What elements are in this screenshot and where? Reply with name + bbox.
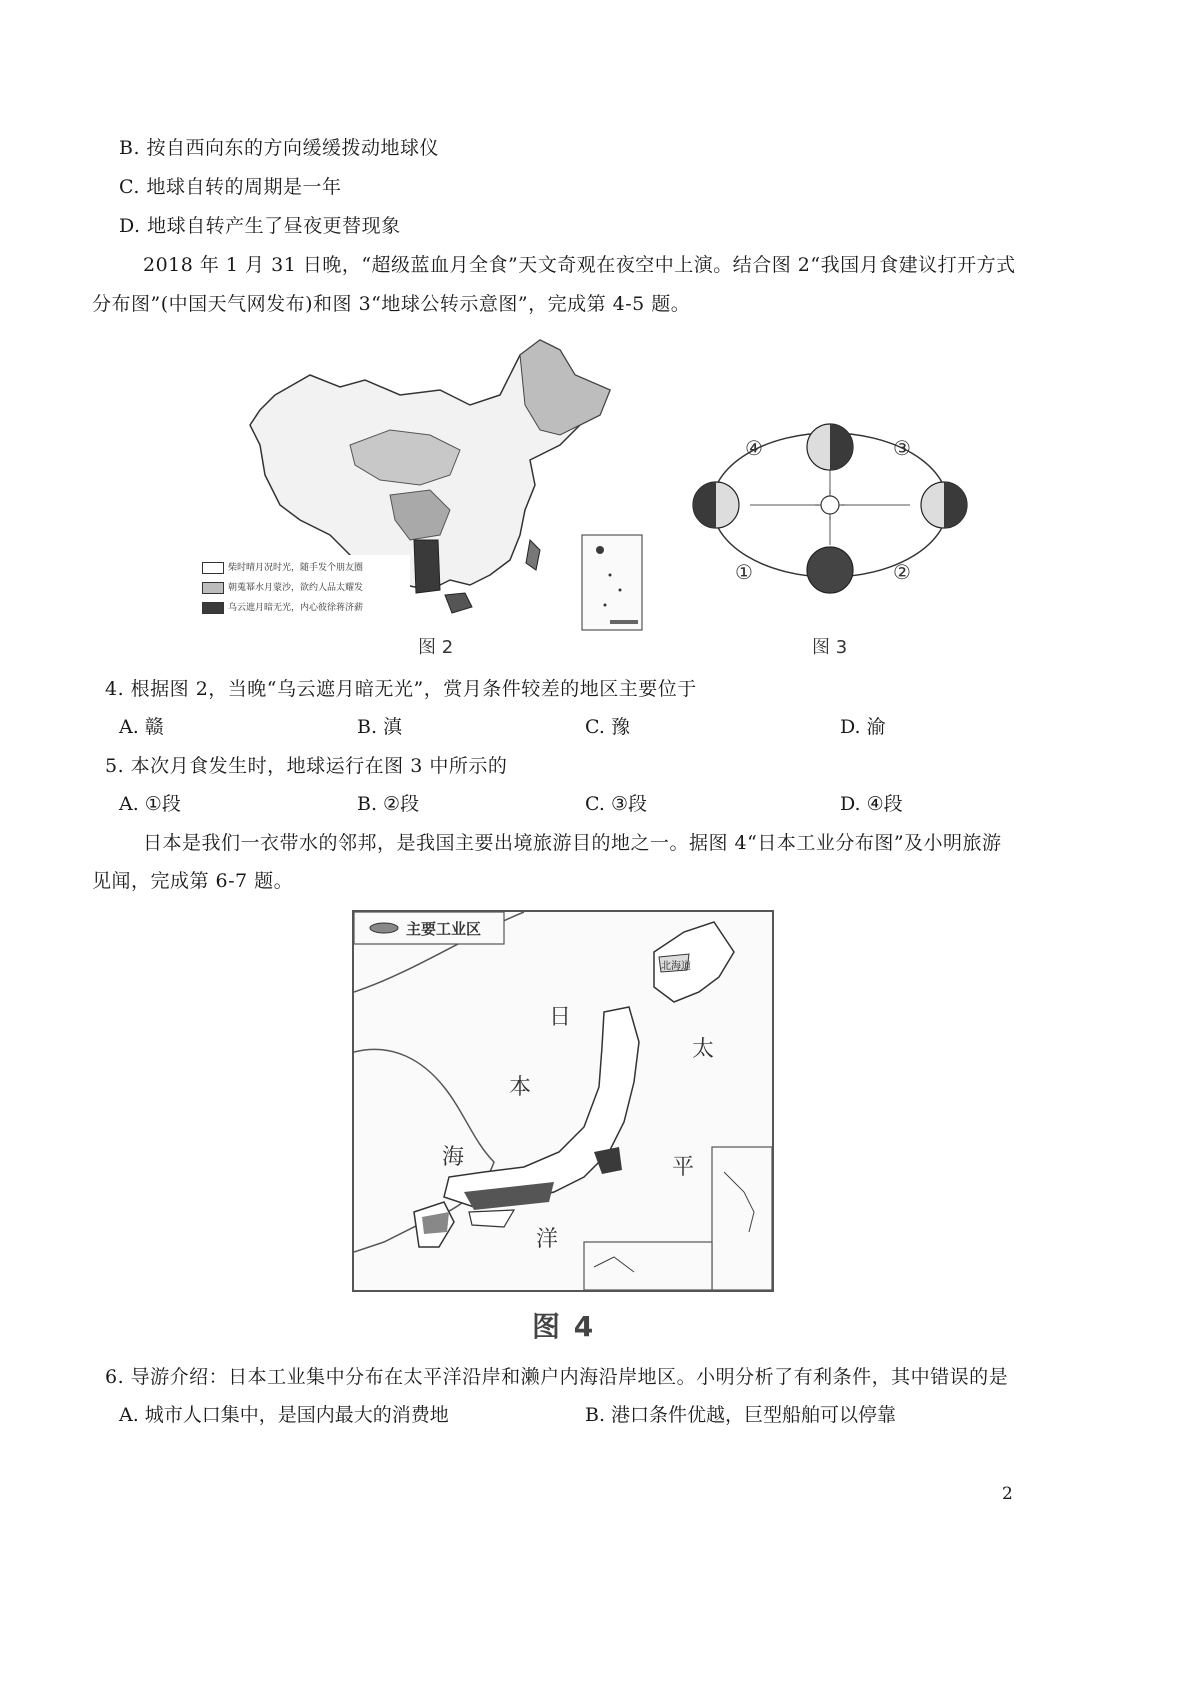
segment-label-2: ② bbox=[893, 560, 911, 584]
q5-option-d: D. ④段 bbox=[840, 793, 903, 815]
intro-paragraph-1-line2: 分布图”(中国天气网发布)和图 3“地球公转示意图”，完成第 4-5 题。 bbox=[92, 293, 691, 315]
q5-option-c: C. ③段 bbox=[585, 793, 647, 815]
segment-label-1: ① bbox=[735, 560, 753, 584]
question-4: 4. 根据图 2，当晚“乌云遮月暗无光”，赏月条件较差的地区主要位于 bbox=[105, 678, 697, 700]
q5-option-b: B. ②段 bbox=[357, 793, 420, 815]
figure-2-china-map bbox=[190, 335, 660, 655]
label-yang: 洋 bbox=[536, 1227, 559, 1252]
figure-4-caption: 图 4 bbox=[532, 1310, 596, 1343]
sun-icon bbox=[821, 496, 839, 514]
q4-option-d: D. 渝 bbox=[840, 716, 886, 738]
figure-4-japan-map bbox=[352, 910, 774, 1292]
label-hai: 海 bbox=[442, 1145, 465, 1170]
question-6: 6. 导游介绍：日本工业集中分布在太平洋沿岸和濑户内海沿岸地区。小明分析了有利条件，其中错误的是 bbox=[105, 1366, 1009, 1388]
option-d-q3: D. 地球自转产生了昼夜更替现象 bbox=[119, 215, 401, 237]
fig2-legend-item-2 bbox=[202, 580, 363, 594]
intro-paragraph-2-line1: 日本是我们一衣带水的邻邦，是我国主要出境旅游目的地之一。据图 4“日本工业分布图”及小明旅游 bbox=[143, 832, 1002, 854]
page-number: 2 bbox=[1002, 1484, 1013, 1504]
q5-option-a: A. ①段 bbox=[119, 793, 181, 815]
legend-swatch-gray bbox=[202, 582, 224, 594]
label-tai: 太 bbox=[692, 1037, 715, 1062]
label-ben: 本 bbox=[509, 1075, 532, 1100]
label-hokkaido: 北海道 bbox=[661, 961, 691, 972]
label-ri: 日 bbox=[549, 1005, 572, 1030]
legend-label-2: 朝蒐幂水月蒙沙，欲约人品太耀发 bbox=[228, 583, 364, 593]
q6-option-a: A. 城市人口集中，是国内最大的消费地 bbox=[119, 1404, 449, 1426]
figure-2-caption: 图 2 bbox=[418, 637, 454, 658]
legend-label-1: 柴时晴月况时光，随手发个朋友圈 bbox=[228, 563, 364, 573]
figure-3-caption: 图 3 bbox=[812, 637, 848, 658]
segment-label-4: ④ bbox=[745, 436, 763, 460]
legend-swatch-dark bbox=[202, 602, 224, 614]
q4-option-b: B. 滇 bbox=[357, 716, 403, 738]
legend-label-3: 乌云遮月暗无光，内心彼徐蒋济薪 bbox=[228, 603, 364, 613]
intro-paragraph-1-line1: 2018 年 1 月 31 日晚，“超级蓝血月全食”天文奇观在夜空中上演。结合图 2“我国月食建议打开方式 bbox=[143, 254, 1016, 276]
label-ping: 平 bbox=[672, 1155, 695, 1180]
japan-map-graphic bbox=[354, 912, 772, 1290]
earth-orbit-graphic bbox=[690, 410, 970, 610]
fig2-legend-item-1 bbox=[202, 560, 363, 574]
q4-option-a: A. 赣 bbox=[119, 716, 164, 738]
option-c-q3: C. 地球自转的周期是一年 bbox=[119, 176, 342, 198]
fig4-legend-label: 主要工业区 bbox=[406, 920, 482, 938]
q4-option-c: C. 豫 bbox=[585, 716, 630, 738]
fig2-legend-item-3 bbox=[202, 600, 363, 614]
legend-swatch-white bbox=[202, 562, 224, 574]
segment-label-3: ③ bbox=[893, 436, 911, 460]
option-b-q3: B. 按自西向东的方向缓缓拨动地球仪 bbox=[119, 137, 440, 159]
intro-paragraph-2-line2: 见闻，完成第 6-7 题。 bbox=[92, 870, 294, 892]
question-5: 5. 本次月食发生时，地球运行在图 3 中所示的 bbox=[105, 755, 508, 777]
figure-3-earth-orbit bbox=[690, 410, 970, 610]
q6-option-b: B. 港口条件优越，巨型船舶可以停靠 bbox=[585, 1404, 897, 1426]
